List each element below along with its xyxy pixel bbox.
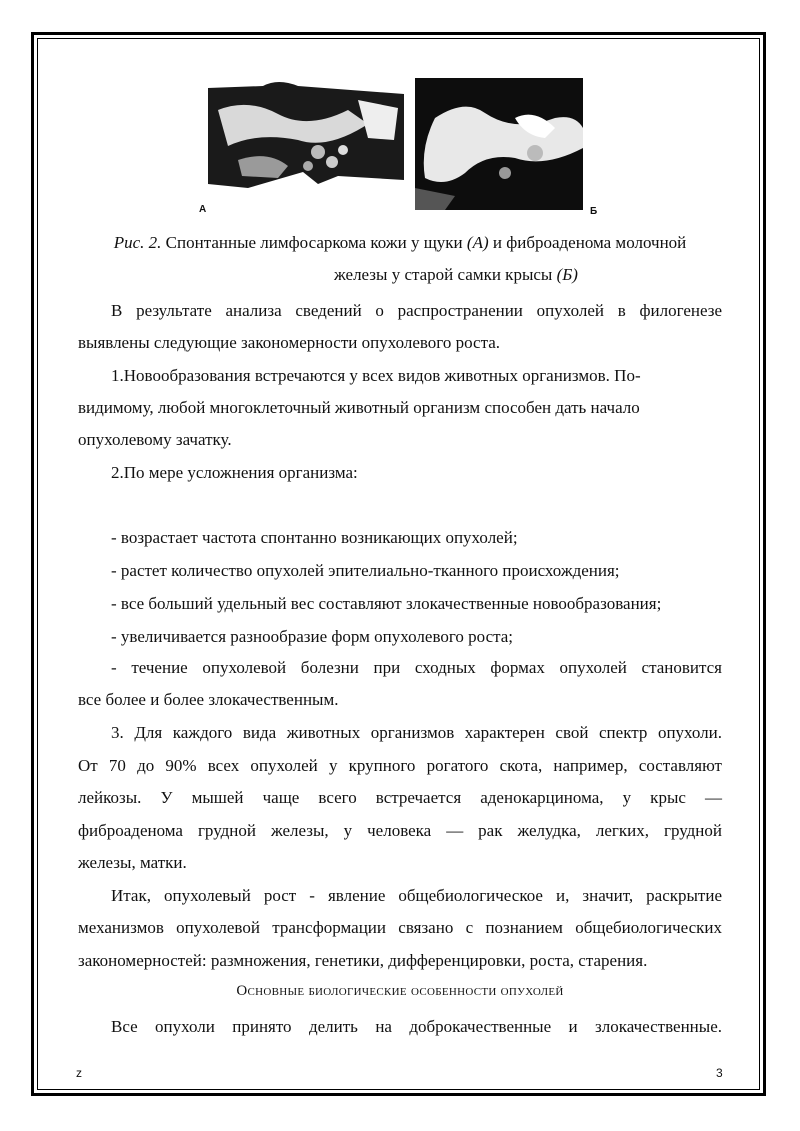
page-number: 3 [716, 1066, 723, 1080]
caption-label-a: (А) [466, 233, 489, 252]
figure-caption-line-2 [334, 260, 714, 290]
paragraph-line: Все опухоли принято делить на доброкачественные и злокачественные. [111, 1017, 722, 1036]
figure [0, 78, 800, 220]
footer-left-mark: z [76, 1066, 82, 1080]
figure-image-b [415, 78, 583, 210]
paragraph-line: От 70 до 90% всех опухолей у крупного рогатого скота, например, составляют [78, 756, 722, 775]
list-item: - возрастает частота спонтанно возникающих опухолей; [111, 528, 518, 547]
list-item: все более и более злокачественным. [78, 690, 339, 709]
caption-text-1: Спонтанные лимфосаркома кожи у щуки [161, 233, 467, 252]
paragraph-line: 1.Новообразования встречаются у всех видов животных организмов. По- [111, 366, 641, 385]
figure-image-a [208, 80, 404, 188]
list-item: - все больший удельный вес составляют злокачественные новообразования; [111, 594, 662, 613]
paragraph-line: 3. Для каждого вида животных организмов характерен свой спектр опухоли. [111, 723, 722, 742]
caption-label-b: (Б) [556, 265, 578, 284]
paragraph-line: опухолевому зачатку. [78, 430, 232, 449]
paragraph-line: выявлены следующие закономерности опухолевого роста. [78, 333, 500, 352]
paragraph-line: железы, матки. [78, 853, 187, 872]
paragraph-line: 2.По мере усложнения организма: [111, 463, 358, 482]
list-item: - увеличивается разнообразие форм опухолевого роста; [111, 627, 514, 646]
paragraph-line: Итак, опухолевый рост - явление общебиологическое и, значит, раскрытие [111, 886, 722, 905]
paragraph-line: лейкозы. У мышей чаще всего встречается аденокарцинома, у крыс — [78, 788, 722, 807]
caption-text-3: железы у старой самки крысы [334, 265, 557, 284]
section-heading: Основные биологические особенности опухолей [236, 983, 564, 999]
figure-label-a: А [199, 204, 207, 215]
paragraph-line: механизмов опухолевой трансформации связано с познанием общебиологических [78, 918, 722, 937]
list-item: - растет количество опухолей эпителиально-тканного происхождения; [111, 561, 620, 580]
caption-prefix: Рис. 2. [113, 233, 162, 252]
list-item: - течение опухолевой болезни при сходных формах опухолей становится [111, 658, 722, 677]
figure-caption-line-1 [78, 228, 722, 258]
caption-text-2: и фиброаденома молочной [488, 233, 687, 252]
figure-label-b: Б [590, 206, 598, 217]
paragraph-line: видимому, любой многоклеточный животный организм способен дать начало [78, 398, 640, 417]
paragraph-line: закономерностей: размножения, генетики, дифференцировки, роста, старения. [78, 951, 648, 970]
paragraph-line: В результате анализа сведений о распространении опухолей в филогенезе [111, 301, 722, 320]
paragraph-line: фиброаденома грудной железы, у человека — рак желудка, легких, грудной [78, 821, 722, 840]
